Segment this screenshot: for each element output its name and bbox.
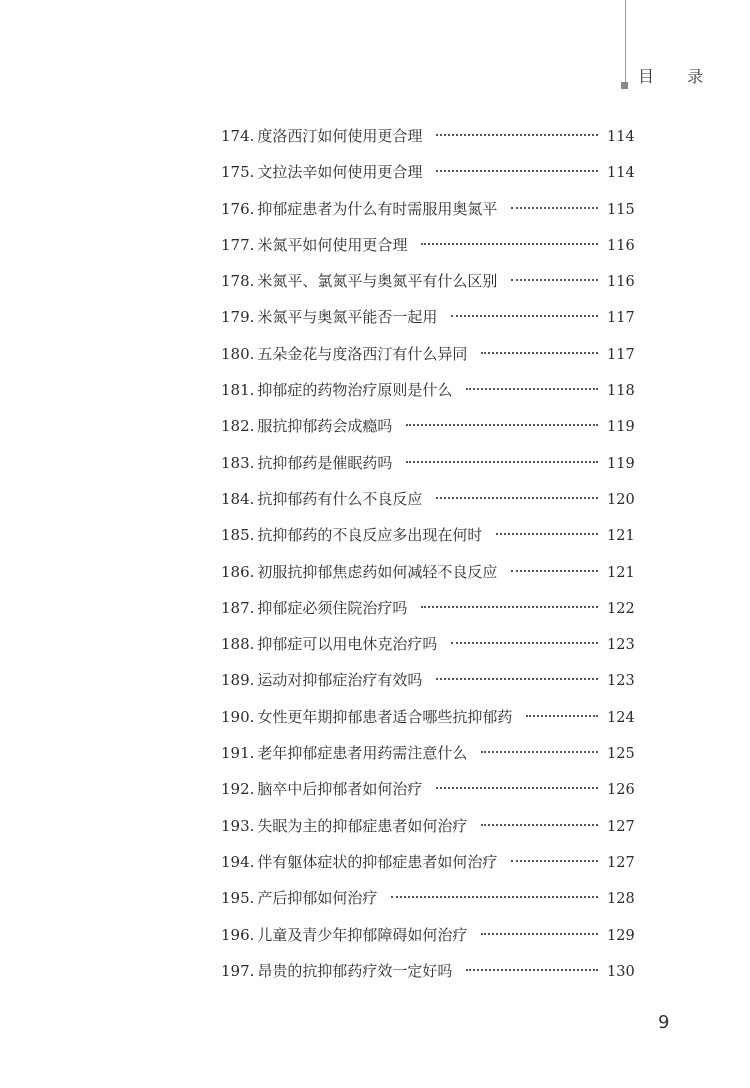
dot-leader <box>481 933 598 935</box>
dot-leader <box>511 207 598 209</box>
toc-entry-number: 196. <box>221 925 255 944</box>
toc-entry-number: 183. <box>221 453 255 472</box>
dot-leader <box>451 315 598 317</box>
toc-entry <box>221 191 633 227</box>
toc-entry <box>221 771 633 807</box>
toc-entry-number: 192. <box>221 780 255 799</box>
toc-entry-page: 121 <box>607 564 635 581</box>
toc-entry-page: 127 <box>607 818 635 835</box>
toc-entry <box>221 953 633 989</box>
toc-entry-page: 119 <box>607 455 635 472</box>
toc-entry-title: 服抗抑郁药会成瘾吗 <box>257 417 393 436</box>
dot-leader <box>466 969 598 971</box>
toc-entry-title: 抑郁症必须住院治疗吗 <box>257 598 408 617</box>
toc-entry-title: 儿童及青少年抑郁障碍如何治疗 <box>257 925 468 944</box>
page-number: 9 <box>658 1012 670 1033</box>
toc-entry-page: 126 <box>607 782 635 799</box>
toc-entry-page: 120 <box>607 491 635 508</box>
toc-entry-number: 194. <box>221 852 255 871</box>
dot-leader <box>436 678 598 680</box>
toc-entry-page: 128 <box>607 891 635 908</box>
dot-leader <box>436 134 598 136</box>
toc-entry-number: 189. <box>221 671 255 690</box>
toc-entry-title: 抗抑郁药是催眠药吗 <box>257 453 393 472</box>
toc-entry-number: 195. <box>221 889 255 908</box>
toc-entry <box>221 808 633 844</box>
toc-entry-number: 197. <box>221 961 255 980</box>
toc-entry <box>221 408 633 444</box>
dot-leader <box>421 243 598 245</box>
toc-entry-number: 180. <box>221 344 255 363</box>
dot-leader <box>511 279 598 281</box>
toc-entry-page: 117 <box>607 346 635 363</box>
toc-entry-number: 185. <box>221 526 255 545</box>
toc-entry-page: 127 <box>607 854 635 871</box>
header-divider-line <box>625 0 626 84</box>
toc-entry-page: 115 <box>607 201 635 218</box>
toc-entry-title: 脑卒中后抑郁者如何治疗 <box>257 780 423 799</box>
dot-leader <box>496 533 598 535</box>
toc-entry-title: 失眠为主的抑郁症患者如何治疗 <box>257 816 468 835</box>
toc-entry <box>221 554 633 590</box>
toc-entry-title: 产后抑郁如何治疗 <box>257 889 378 908</box>
dot-leader <box>481 751 598 753</box>
toc-entry-page: 123 <box>607 673 635 690</box>
toc-entry-number: 187. <box>221 598 255 617</box>
toc-entry-title: 五朵金花与度洛西汀有什么异同 <box>257 344 468 363</box>
toc-entry-number: 193. <box>221 816 255 835</box>
section-title: 目 录 <box>638 67 718 86</box>
toc-entry <box>221 735 633 771</box>
header-marker <box>621 82 628 89</box>
toc-entry-title: 女性更年期抑郁患者适合哪些抗抑郁药 <box>257 707 513 726</box>
dot-leader <box>406 424 598 426</box>
toc-entry <box>221 844 633 880</box>
toc-entry-number: 190. <box>221 707 255 726</box>
toc-entry-page: 118 <box>607 383 635 400</box>
toc-entry-title: 抑郁症可以用电休克治疗吗 <box>257 635 438 654</box>
dot-leader <box>511 860 598 862</box>
toc-entry-number: 182. <box>221 417 255 436</box>
toc-entry-number: 175. <box>221 163 255 182</box>
toc-entry-number: 177. <box>221 235 255 254</box>
toc-entry <box>221 227 633 263</box>
dot-leader <box>391 896 598 898</box>
toc-entry-title: 运动对抑郁症治疗有效吗 <box>257 671 423 690</box>
toc-entry-number: 191. <box>221 744 255 763</box>
toc-entry <box>221 590 633 626</box>
toc-entry <box>221 372 633 408</box>
dot-leader <box>421 606 598 608</box>
dot-leader <box>436 170 598 172</box>
dot-leader <box>466 388 598 390</box>
toc-entry-title: 昂贵的抗抑郁药疗效一定好吗 <box>257 961 453 980</box>
dot-leader <box>436 787 598 789</box>
toc-entry-number: 184. <box>221 489 255 508</box>
toc-entry-title: 米氮平、氯氮平与奥氮平有什么区别 <box>257 272 498 291</box>
toc-entry-title: 度洛西汀如何使用更合理 <box>257 127 423 145</box>
dot-leader <box>436 497 598 499</box>
toc-entry <box>221 445 633 481</box>
toc-entry-page: 130 <box>607 963 635 980</box>
toc-entry-number: 186. <box>221 562 255 581</box>
toc-entry-title: 抗抑郁药有什么不良反应 <box>257 489 423 508</box>
toc-entry-page: 124 <box>607 709 635 726</box>
toc-entry-page: 117 <box>607 310 635 327</box>
toc-entry-page: 121 <box>607 528 635 545</box>
toc-entry-page: 119 <box>607 419 635 436</box>
toc-entry-number: 181. <box>221 381 255 400</box>
toc-entry <box>221 699 633 735</box>
toc-entry-page: 123 <box>607 637 635 654</box>
dot-leader <box>406 461 598 463</box>
table-of-contents <box>221 118 633 989</box>
dot-leader <box>481 352 598 354</box>
toc-entry-page: 122 <box>607 600 635 617</box>
toc-entry-number: 179. <box>221 308 255 327</box>
toc-entry-page: 114 <box>607 129 635 145</box>
toc-entry-title: 米氮平如何使用更合理 <box>257 235 408 254</box>
toc-entry-number: 176. <box>221 199 255 218</box>
dot-leader <box>481 824 598 826</box>
toc-entry-page: 114 <box>607 165 635 182</box>
toc-entry-page: 116 <box>607 274 635 291</box>
toc-entry <box>221 662 633 698</box>
toc-entry-title: 文拉法辛如何使用更合理 <box>257 163 423 182</box>
dot-leader <box>526 715 598 717</box>
toc-entry-title: 伴有躯体症状的抑郁症患者如何治疗 <box>257 852 498 871</box>
toc-entry-title: 抑郁症患者为什么有时需服用奥氮平 <box>257 199 498 218</box>
toc-entry <box>221 880 633 916</box>
toc-entry <box>221 154 633 190</box>
toc-entry-title: 老年抑郁症患者用药需注意什么 <box>257 744 468 763</box>
toc-entry-number: 178. <box>221 272 255 291</box>
toc-entry <box>221 481 633 517</box>
toc-entry-number: 174. <box>221 127 255 145</box>
toc-entry <box>221 118 633 154</box>
toc-entry-title: 抗抑郁药的不良反应多出现在何时 <box>257 526 483 545</box>
toc-entry-page: 116 <box>607 237 635 254</box>
toc-entry-page: 129 <box>607 927 635 944</box>
toc-entry <box>221 626 633 662</box>
dot-leader <box>511 570 598 572</box>
toc-entry <box>221 517 633 553</box>
toc-entry-title: 米氮平与奥氮平能否一起用 <box>257 308 438 327</box>
toc-entry-title: 抑郁症的药物治疗原则是什么 <box>257 381 453 400</box>
toc-entry <box>221 917 633 953</box>
toc-entry-number: 188. <box>221 635 255 654</box>
toc-entry-page: 125 <box>607 746 635 763</box>
toc-entry <box>221 299 633 335</box>
toc-entry-title: 初服抗抑郁焦虑药如何减轻不良反应 <box>257 562 498 581</box>
dot-leader <box>451 642 598 644</box>
toc-entry <box>221 263 633 299</box>
toc-entry <box>221 336 633 372</box>
